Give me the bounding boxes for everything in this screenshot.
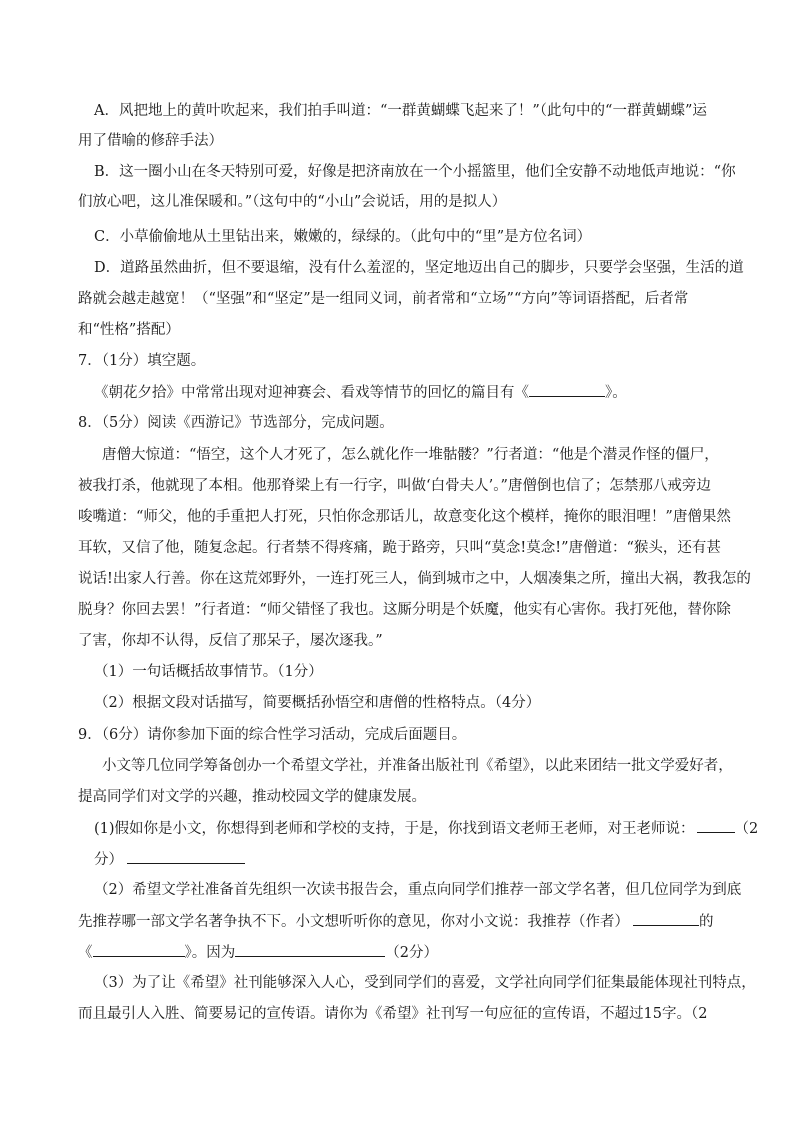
- question-9-sub-3-line-2: 而且最引人入胜、简要易记的宣传语。请你为《希望》社刊写一句应征的宣传语，不超过15字。（2: [78, 1006, 708, 1022]
- answer-blank-9-1b[interactable]: [127, 849, 245, 864]
- option-c-line-1: C．小草偷偷地从土里钻出来，嫩嫩的，绿绿的。（此句中的“里”是方位名词）: [94, 229, 592, 245]
- option-a-line-2: 用了借喻的修辞手法）: [78, 133, 223, 149]
- option-d-line-1: D．道路虽然曲折，但不要退缩，没有什么羞涩的，坚定地迈出自己的脚步，只要学会坚强，生活的道: [94, 260, 744, 276]
- passage-line-7: 了害，你却不认得，反信了那呆子，屡次逐我。”: [78, 633, 383, 649]
- passage-line-3: 唆嘴道：“师父，他的手重把人打死，只怕你念那话儿，故意变化这个模样，掩你的眼泪哩！”唐僧果然: [78, 509, 731, 525]
- question-9-sub-1-score-end: 分）: [94, 852, 123, 868]
- question-9-sub-1-prompt: (1)假如你是小文，你想得到老师和学校的支持，于是，你找到语文老师王老师，对王老师说：: [94, 821, 695, 837]
- question-7-blank-line: [94, 382, 789, 403]
- option-d-line-3: 和“性格”搭配）: [78, 322, 180, 338]
- question-7-title: 7．（1分）填空题。: [78, 353, 206, 369]
- question-9-sub-1-line-1: [94, 818, 789, 839]
- question-8-sub-1: （1）一句话概括故事情节。（1分）: [94, 664, 323, 680]
- question-9-sub-2-line-3: [78, 942, 788, 963]
- passage-line-6: 脱身？你回去罢！”行者道：“师父错怪了我也。这厮分明是个妖魔，他实有心害你。我打死他，替你除: [78, 602, 731, 618]
- question-9-context-line-2: 提高同学们对文学的兴趣，推动校园文学的健康发展。: [78, 789, 426, 805]
- question-9-title: 9．（6分）请你参加下面的综合性学习活动，完成后面题目。: [78, 727, 467, 743]
- option-d-line-2: 路就会越走越宽！（“坚强”和“坚定”是一组同义词，前者常和“立场”“方向”等词语搭配，后者常: [78, 291, 689, 307]
- question-9-sub-2-score: （2分）: [385, 945, 438, 961]
- passage-line-4: 耳软，又信了他，随复念起。行者禁不得疼痛，跪于路旁，只叫“莫念!莫念!”唐僧道：“猴头，还有甚: [78, 540, 721, 556]
- question-8-sub-2: （2）根据文段对话描写，简要概括孙悟空和唐僧的性格特点。（4分）: [94, 695, 541, 711]
- option-b-line-2: 们放心吧，这儿准保暖和。”（这句中的“小山”会说话，用的是拟人）: [78, 194, 507, 210]
- question-8-title: 8．（5分）阅读《西游记》节选部分，完成问题。: [78, 415, 394, 431]
- question-9-sub-3-line-1: （3）为了让《希望》社刊能够深入人心，受到同学们的喜爱，文学社向同学们征集最能体现社刊特点，: [94, 975, 756, 991]
- answer-blank-reason[interactable]: [235, 942, 385, 957]
- answer-blank-author[interactable]: [633, 911, 699, 926]
- question-7-suffix: 》。: [605, 385, 627, 401]
- question-9-sub-2-line-2: [78, 911, 788, 932]
- passage-line-1: 唐僧大惊道：“悟空，这个人才死了，怎么就化作一堆骷髅？”行者道：“他是个潜灵作怪的僵尸，: [102, 447, 719, 463]
- answer-blank-9-1a[interactable]: [697, 818, 735, 833]
- answer-blank-7[interactable]: [529, 382, 605, 397]
- question-9-sub-2-reason-label: 》。因为: [184, 945, 236, 961]
- question-9-sub-2-prompt: 先推荐哪一部文学名著争执不下。小文想听听你的意见，你对小文说：我推荐（作者）: [78, 914, 629, 930]
- question-9-sub-2-book-open: 《: [78, 945, 93, 961]
- passage-line-2: 被我打杀，他就现了本相。他那脊梁上有一行字，叫做‘白骨夫人’。”唐僧倒也信了；怎禁那八戒旁边: [78, 478, 711, 494]
- passage-line-5: 说话!出家人行善。你在这荒郊野外，一连打死三人，倘到城市之中，人烟凑集之所，撞出大祸，教我怎的: [78, 571, 751, 587]
- question-7-prompt: 《朝花夕拾》中常常出现对迎神赛会、看戏等情节的回忆的篇目有《: [94, 385, 529, 401]
- option-a-line-1: A．风把地上的黄叶吹起来，我们拍手叫道：“一群黄蝴蝶飞起来了！”（此句中的“一群黄蝴蝶”运: [94, 103, 707, 119]
- question-9-sub-1-score-start: （2: [734, 821, 759, 837]
- option-b-line-1: B．这一圈小山在冬天特别可爱，好像是把济南放在一个小摇篮里，他们全安静不动地低声地说：“你: [94, 164, 736, 180]
- question-9-sub-2-line-1: （2）希望文学社准备首先组织一次读书报告会，重点向同学们推荐一部文学名著，但几位同学为到底: [94, 882, 742, 898]
- question-9-sub-1-line-2: [94, 849, 789, 870]
- question-9-context-line-1: 小文等几位同学筹备创办一个希望文学社，并准备出版社刊《希望》，以此来团结一批文学爱好者，: [102, 758, 733, 774]
- answer-blank-book[interactable]: [93, 942, 185, 957]
- question-9-sub-2-de: 的: [699, 914, 714, 930]
